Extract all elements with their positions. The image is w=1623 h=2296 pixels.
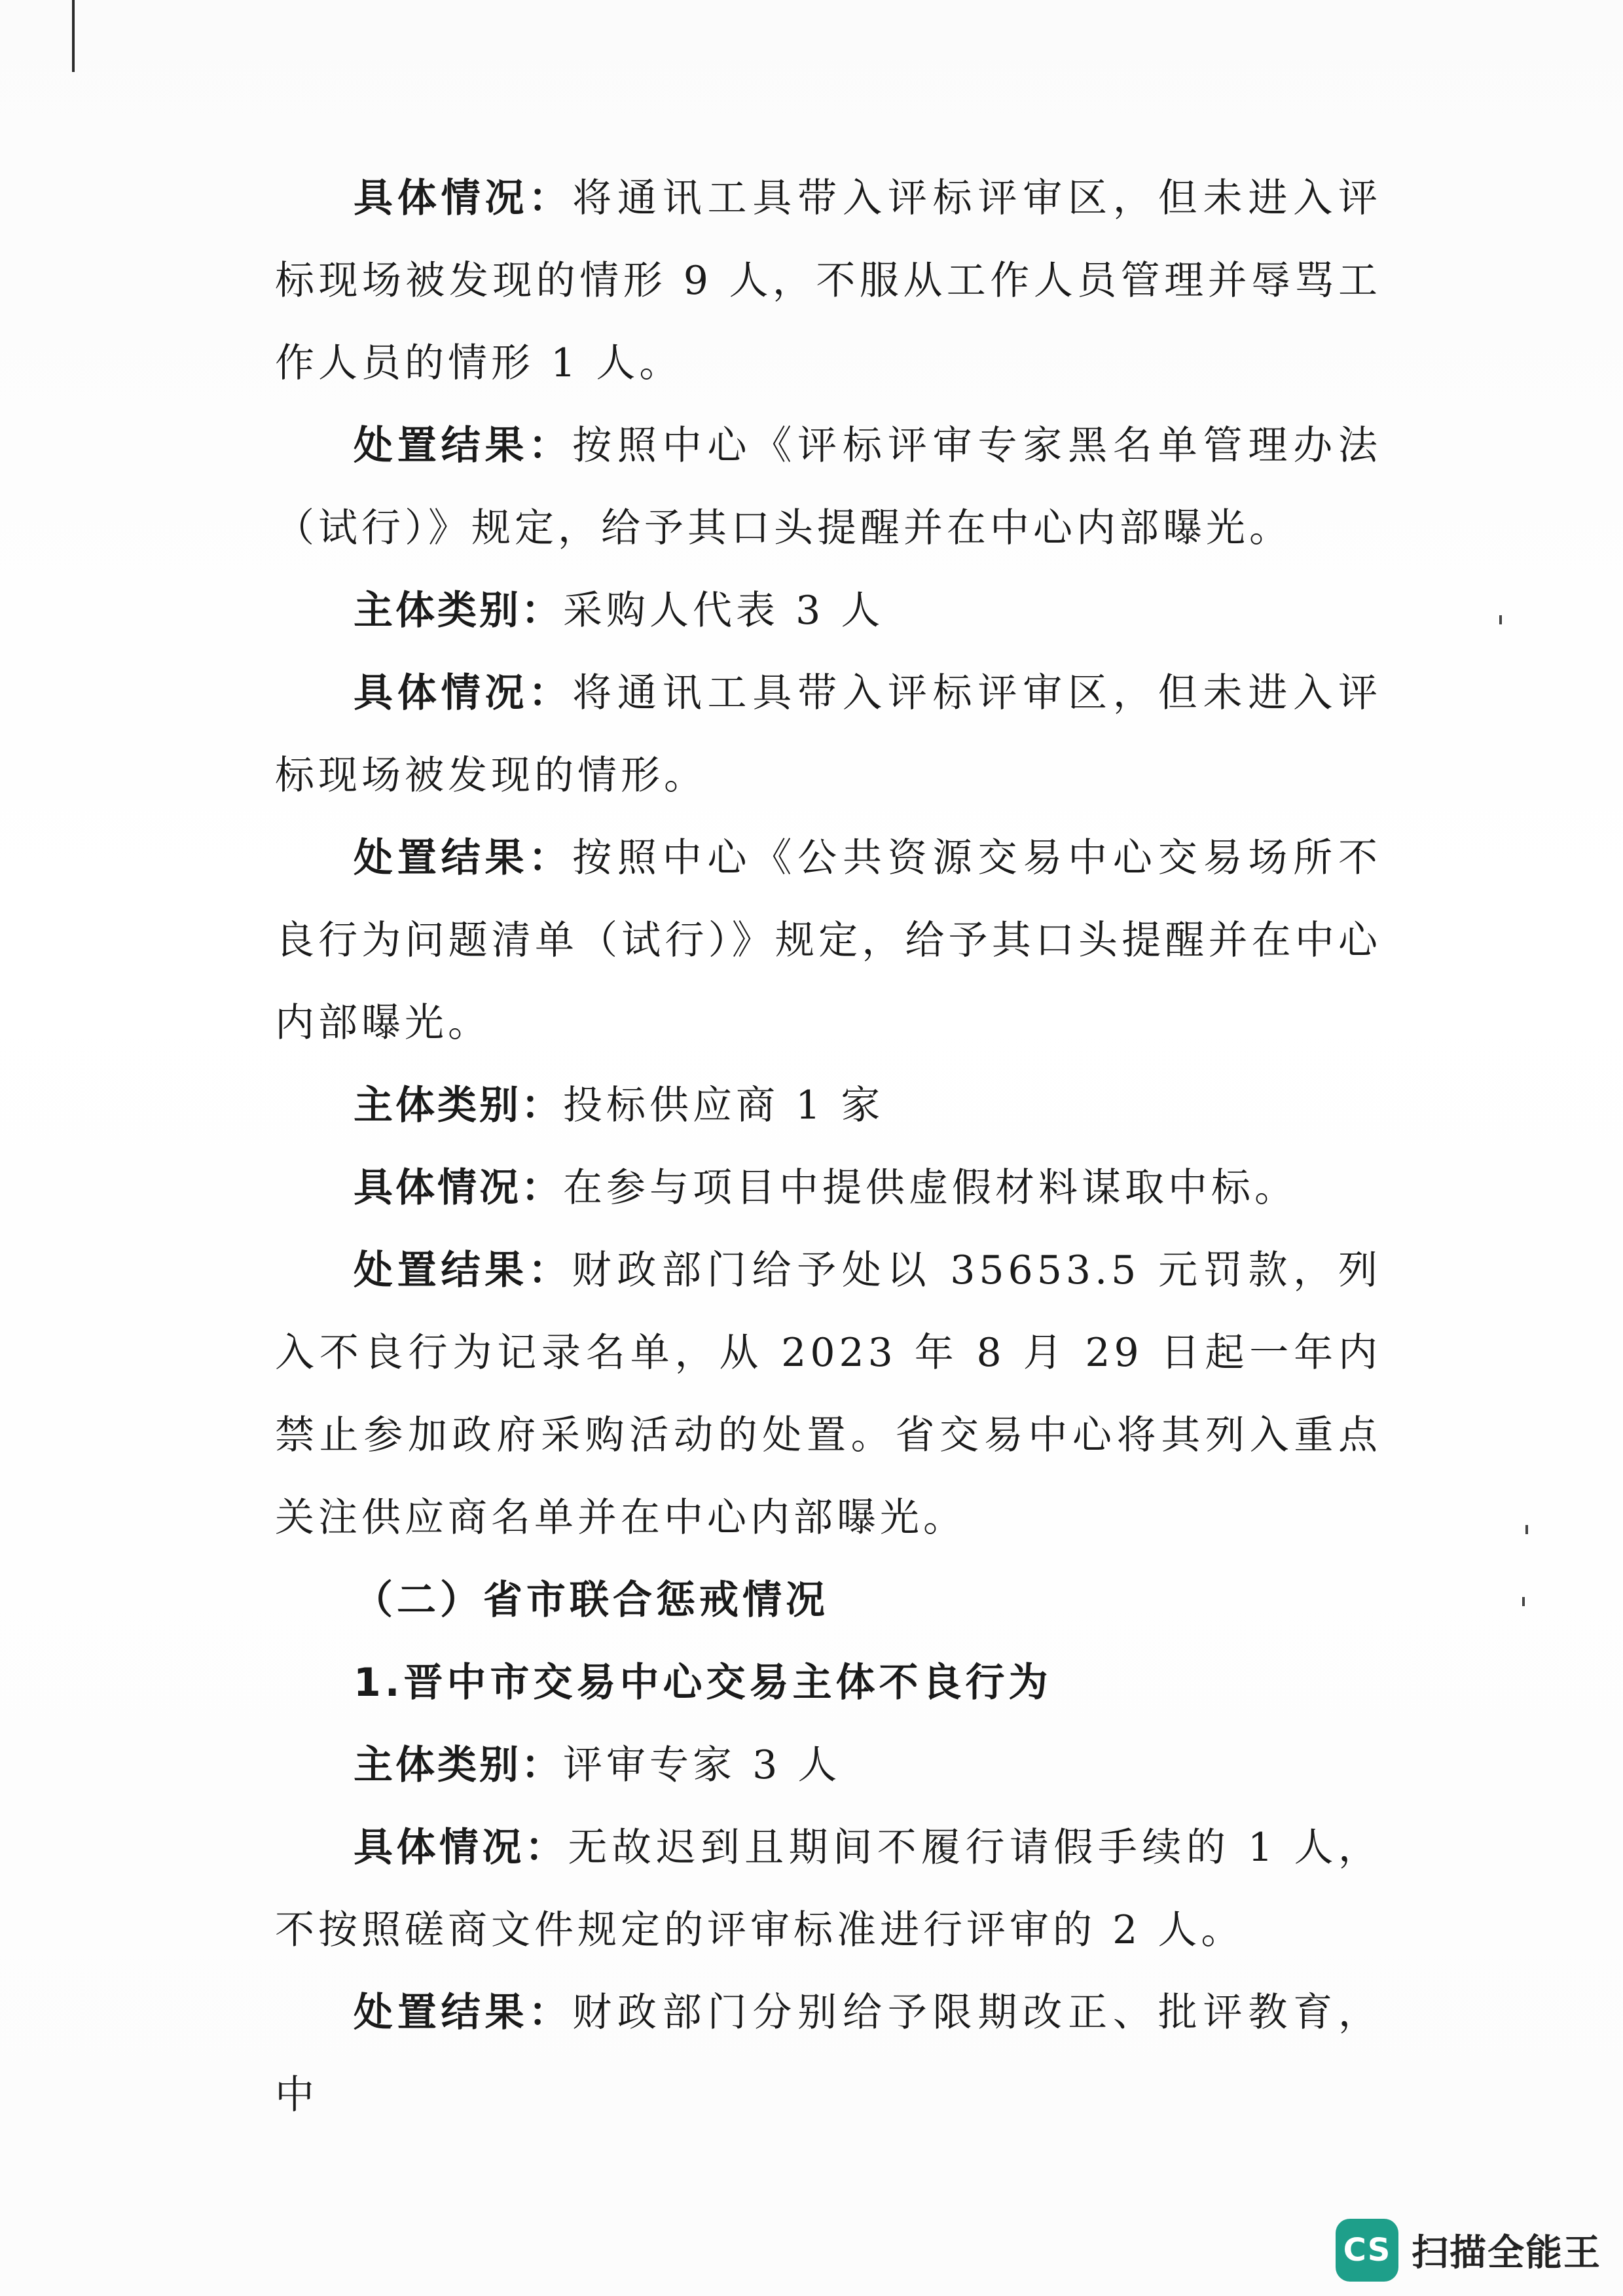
paragraph-label: 处置结果：	[354, 1990, 573, 2036]
paragraph-text: 采购人代表 3 人	[563, 588, 884, 634]
paragraph	[275, 1971, 1381, 2136]
paragraph-label: 具体情况：	[354, 175, 573, 221]
paragraph	[275, 652, 1381, 817]
paragraph-text: 将通讯工具带入评标评审区，但未进入评标现场被发现的情形 9 人，不服从工作人员管理并辱骂工作人员的情形 1 人。	[275, 175, 1382, 386]
paragraph-label: 具体情况：	[354, 670, 573, 716]
paragraph-text: 在参与项目中提供虚假材料谋取中标。	[563, 1165, 1298, 1211]
paragraph-text: 按照中心《公共资源交易中心交易场所不良行为问题清单（试行）》规定，给予其口头提醒并在中心内部曝光。	[275, 835, 1382, 1046]
paragraph-text: 评审专家 3 人	[563, 1742, 841, 1788]
paragraph	[275, 1724, 1381, 1806]
paragraph	[275, 1147, 1381, 1229]
section-heading: （二）省市联合惩戒情况	[354, 1577, 829, 1623]
scan-speck	[1525, 1525, 1528, 1534]
paragraph-label: 具体情况：	[354, 1825, 568, 1871]
paragraph-text: 将通讯工具带入评标评审区，但未进入评标现场被发现的情形。	[275, 670, 1382, 798]
scan-speck	[1522, 1597, 1525, 1606]
paragraph-text: 按照中心《评标评审专家黑名单管理办法（试行）》规定，给予其口头提醒并在中心内部曝光。	[275, 423, 1382, 551]
paragraph	[275, 157, 1381, 404]
paragraph	[275, 817, 1381, 1064]
scan-edge-mark	[72, 0, 75, 72]
paragraph-label: 具体情况：	[354, 1165, 563, 1211]
paragraph	[275, 1806, 1381, 1971]
paragraph-label: 主体类别：	[354, 1083, 563, 1128]
paragraph	[275, 569, 1381, 652]
document-body	[275, 157, 1381, 2136]
paragraph-label: 处置结果：	[354, 423, 573, 469]
paragraph-text: 无故迟到且期间不履行请假手续的 1 人，不按照磋商文件规定的评审标准进行评审的 2 人。	[275, 1825, 1381, 1953]
paragraph	[275, 404, 1381, 569]
paragraph-label: 主体类别：	[354, 588, 563, 634]
paragraph-label: 主体类别：	[354, 1742, 563, 1788]
paragraph	[275, 1064, 1381, 1147]
paragraph-text: 投标供应商 1 家	[563, 1083, 884, 1128]
subsection-heading: 1.晋中市交易中心交易主体不良行为	[354, 1660, 1052, 1706]
paragraph-text: 财政部门给予处以 35653.5 元罚款，列入不良行为记录名单，从 2023 年 8 月 29 日起一年内禁止参加政府采购活动的处置。省交易中心将其列入重点关注供应商名单并在中心内部曝光。	[275, 1247, 1382, 1541]
paragraph-text: 财政部门分别给予限期改正、批评教育，中	[275, 1990, 1382, 2118]
paragraph-label: 处置结果：	[354, 1247, 572, 1293]
scan-speck	[1499, 615, 1502, 624]
scanner-watermark	[1336, 2216, 1601, 2284]
camscanner-logo-icon: CS	[1336, 2219, 1398, 2282]
paragraph	[275, 1229, 1381, 1559]
scanner-app-name: 扫描全能王	[1412, 2232, 1601, 2274]
paragraph-label: 处置结果：	[354, 835, 573, 881]
